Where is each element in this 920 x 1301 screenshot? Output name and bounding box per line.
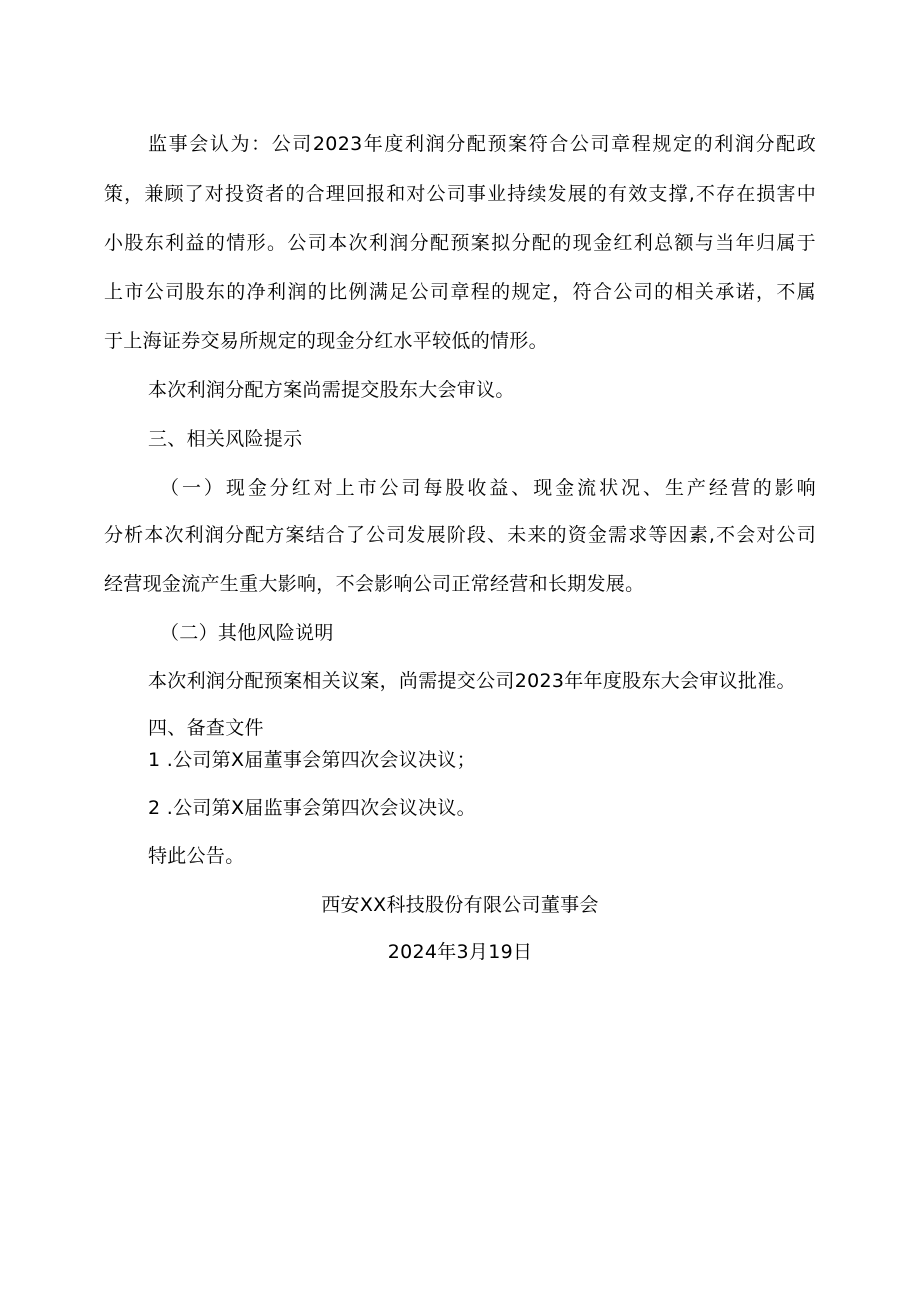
approval-note: 本次利润分配方案尚需提交股东大会审议。 xyxy=(148,379,515,401)
document-item-1: 1 .公司第X届董事会第四次会议决议； xyxy=(148,749,476,771)
opinion-line-3: 小股东利益的情形。公司本次利润分配预案拟分配的现金红利总额与当年归属于 xyxy=(104,232,816,254)
signature-organization: 西安XX科技股份有限公司董事会 xyxy=(321,894,599,916)
section-four-heading: 四、备查文件 xyxy=(148,717,264,739)
section-three-heading: 三、相关风险提示 xyxy=(148,428,303,450)
signature-date: 2024年3月19日 xyxy=(387,941,533,963)
risk-two-text: 本次利润分配预案相关议案，尚需提交公司2023年年度股东大会审议批准。 xyxy=(148,670,796,692)
risk-one-line-1: （一）现金分红对上市公司每股收益、现金流状况、生产经营的影响 xyxy=(160,477,816,499)
risk-one-line-3: 经营现金流产生重大影响，不会影响公司正常经营和长期发展。 xyxy=(104,573,645,595)
opinion-line-4: 上市公司股东的净利润的比例满足公司章程的规定，符合公司的相关承诺，不属 xyxy=(104,281,816,303)
document-item-2: 2 .公司第X届监事会第四次会议决议。 xyxy=(148,797,476,819)
closing-text: 特此公告。 xyxy=(148,845,245,867)
risk-two-heading: （二）其他风险说明 xyxy=(160,622,334,644)
opinion-line-1: 监事会认为：公司2023年度利润分配预案符合公司章程规定的利润分配政 xyxy=(148,133,816,155)
risk-one-line-2: 分析本次利润分配方案结合了公司发展阶段、未来的资金需求等因素,不会对公司 xyxy=(104,524,816,546)
opinion-line-5: 于上海证券交易所规定的现金分红水平较低的情形。 xyxy=(104,330,548,352)
opinion-line-2: 策，兼顾了对投资者的合理回报和对公司事业持续发展的有效支撑,不存在损害中 xyxy=(104,183,816,205)
